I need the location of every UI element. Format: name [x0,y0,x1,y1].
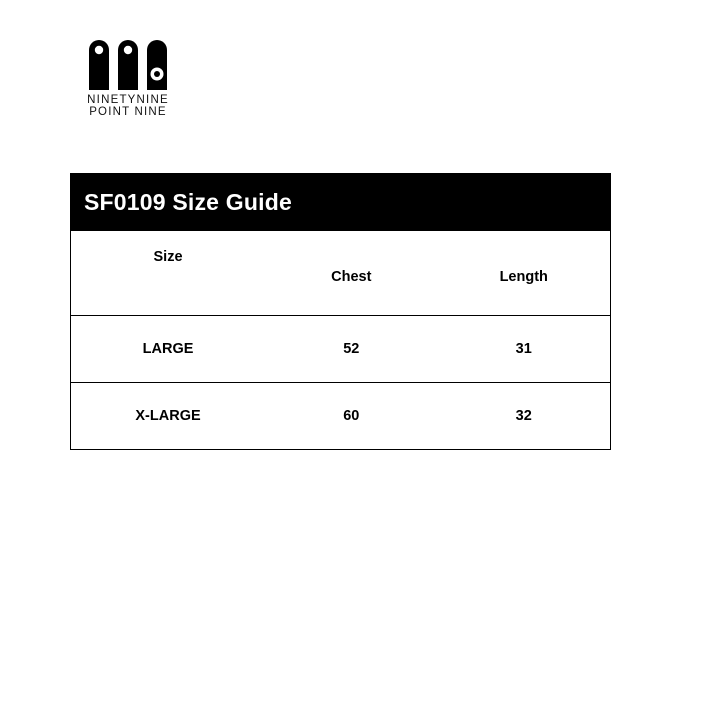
cell-chest: 60 [343,408,360,424]
cell-size: LARGE [142,341,194,357]
brand-name-line-1: NINETYNINE [87,94,169,106]
size-guide-header [71,174,610,231]
size-guide-panel [70,173,611,450]
column-header-chest: Chest [331,269,372,285]
table-header-row [71,231,610,316]
column-header-length: Length [499,269,548,285]
cell-chest: 52 [343,341,360,357]
cell-size: X-LARGE [135,408,201,424]
cell-length: 32 [515,408,532,424]
table-row [71,383,610,450]
ninetynine-point-nine-logo-icon [85,38,171,90]
cell-length: 31 [515,341,532,357]
brand-logo [78,38,178,119]
size-guide-title: SF0109 Size Guide [84,189,292,215]
table-row [71,316,610,383]
column-header-size: Size [153,249,183,265]
size-guide-table [71,231,610,449]
brand-wordmark [78,94,178,119]
brand-name-line-2: POINT NINE [89,106,167,119]
